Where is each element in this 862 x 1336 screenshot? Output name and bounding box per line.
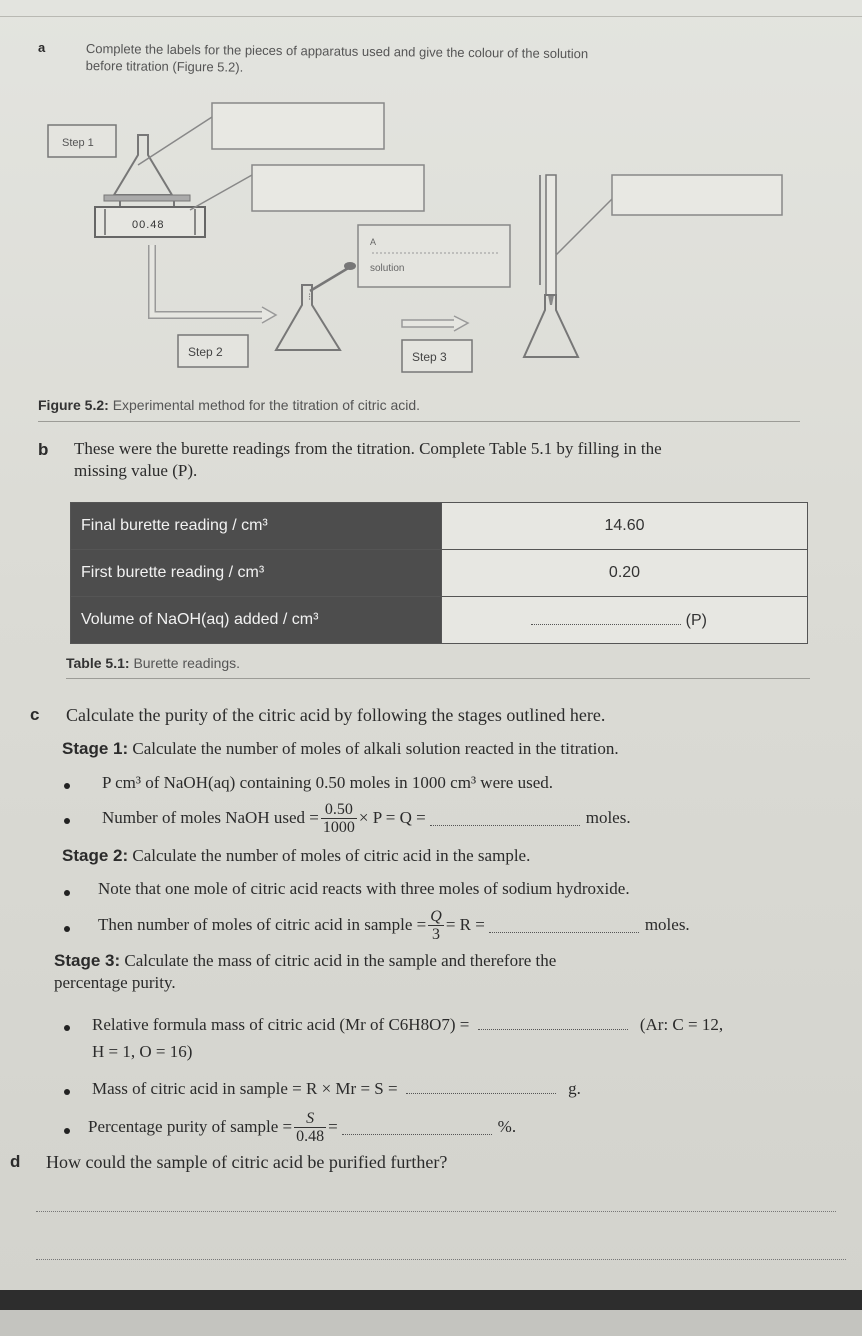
figure-caption-text: Experimental method for the titration of citric acid. [112, 397, 421, 413]
step3-label: Step 3 [412, 350, 447, 364]
bullet-icon [64, 1128, 70, 1134]
burette-icon [546, 175, 556, 295]
stage3-unit-percent: %. [497, 1117, 517, 1136]
bullet-icon [64, 1089, 70, 1095]
flask-step1-icon [114, 135, 172, 195]
answer-line-1[interactable] [36, 1210, 836, 1212]
question-b-line1: These were the burette readings from the titration. Complete Table 5.1 by filling in the [74, 439, 662, 458]
stage3-unit-g: g. [568, 1079, 581, 1098]
stage2-label: Stage 2: [62, 846, 129, 865]
balance-pan-icon [104, 195, 190, 201]
question-a-line2: before titration (Figure 5.2). [85, 57, 244, 75]
label-box-balance [252, 165, 424, 211]
stage3-label: Stage 3: [54, 951, 121, 970]
fraction-numerator: S [294, 1110, 326, 1128]
fraction-numerator: 0.50 [321, 801, 357, 819]
table-row-label: Volume of NaOH(aq) added / cm³ [71, 597, 442, 644]
question-b-letter: b [38, 440, 49, 459]
question-a-text [86, 40, 826, 82]
stage1-bullet2 [102, 798, 631, 838]
answer-purity-line[interactable] [342, 1120, 492, 1135]
table-row [71, 503, 808, 550]
label-box-burette [612, 175, 782, 215]
stage1-bullet2-post: × P = Q = [358, 808, 426, 827]
stage3-bullet2-text: Mass of citric acid in sample = R × Mr = S = [92, 1079, 398, 1098]
stage3-bullet1-text: Relative formula mass of citric acid (Mr of C6H8O7) = [92, 1015, 470, 1034]
stage1-heading [62, 738, 619, 760]
fraction-denominator: 0.48 [296, 1127, 325, 1145]
stage3-bullet3-post: = [328, 1117, 338, 1136]
question-b-text [74, 438, 814, 482]
label-box-flask [212, 103, 384, 149]
bullet-icon [64, 783, 70, 789]
step1-label: Step 1 [62, 137, 94, 149]
answer-mr-line[interactable] [478, 1015, 628, 1030]
question-d-text: How could the sample of citric acid be purified further? [46, 1152, 448, 1172]
answer-p-line[interactable] [531, 610, 681, 625]
p-marker: (P) [685, 612, 707, 629]
stage3-heading [54, 950, 556, 994]
answer-q-line[interactable] [430, 811, 580, 826]
question-a-line1: Complete the labels for the pieces of apparatus used and give the colour of the solution [85, 40, 589, 62]
figure-caption-label: Figure 5.2: [38, 397, 109, 413]
solution-word: solution [370, 263, 405, 274]
fraction-denominator: 1000 [322, 818, 355, 836]
table-separator [66, 678, 810, 679]
stage2-bullet2 [98, 905, 690, 945]
stage2-text: Calculate the number of moles of citric acid in the sample. [132, 846, 531, 865]
fraction-q-3 [428, 908, 444, 943]
table-caption-text: Burette readings. [133, 655, 241, 671]
table-caption-label: Table 5.1: [66, 655, 130, 671]
answer-s-line[interactable] [406, 1079, 556, 1094]
stage3-bullet1-line2: H = 1, O = 16) [92, 1042, 193, 1061]
stage2-bullet2-post: = R = [445, 915, 485, 934]
question-c-intro: Calculate the purity of the citric acid by following the stages outlined here. [66, 705, 606, 725]
table-row-value: 0.20 [442, 550, 808, 597]
solution-letter: A [370, 237, 377, 247]
dropper-icon [310, 267, 350, 291]
top-rule [0, 16, 862, 17]
stage3-bullet2 [92, 1078, 581, 1100]
stage1-bullet1: P cm³ of NaOH(aq) containing 0.50 moles in 1000 cm³ were used. [102, 773, 553, 792]
stage2-unit: moles. [644, 915, 690, 934]
question-a-letter: a [38, 40, 46, 55]
table-row [71, 550, 808, 597]
step1-to-step2-arrow [152, 245, 265, 315]
answer-r-line[interactable] [489, 918, 639, 933]
bullet-icon [64, 818, 70, 824]
page-edge-shadow [0, 1290, 862, 1310]
stage2-bullet1: Note that one mole of citric acid reacts with three moles of sodium hydroxide. [98, 879, 630, 898]
bullet-icon [64, 926, 70, 932]
step2-label: Step 2 [188, 345, 223, 359]
burette-table [70, 502, 808, 644]
stage3-bullet3-text: Percentage purity of sample = [88, 1117, 293, 1136]
question-d-letter: d [10, 1152, 21, 1171]
svg-text:⁝: ⁝ [308, 292, 312, 303]
bullet-icon [64, 1025, 70, 1031]
answer-line-2[interactable] [36, 1258, 846, 1260]
figure-caption [38, 397, 420, 413]
stage1-text: Calculate the number of moles of alkali solution reacted in the titration. [132, 739, 619, 758]
table-row [71, 597, 808, 644]
fraction-denominator: 3 [432, 925, 441, 943]
table-row-label: First burette reading / cm³ [71, 550, 442, 597]
stage1-label: Stage 1: [62, 739, 129, 758]
table-caption [66, 655, 240, 671]
table-row-value: 14.60 [442, 503, 808, 550]
fraction-numerator: Q [430, 907, 442, 925]
solution-label-box [358, 225, 510, 287]
question-b-line2: missing value (P). [74, 461, 198, 480]
step2-to-step3-arrow [402, 320, 457, 327]
figure-5-2 [40, 95, 820, 395]
stage1-unit: moles. [585, 808, 631, 827]
stage2-heading [62, 845, 530, 867]
stage3-text: Calculate the mass of citric acid in the sample and therefore the [124, 951, 557, 970]
stage3-bullet3 [88, 1107, 516, 1147]
stage2-bullet2-text: Then number of moles of citric acid in sample = [98, 915, 427, 934]
fraction-s-048 [294, 1110, 326, 1145]
stage3-bullet1-post: (Ar: C = 12, [639, 1015, 724, 1034]
fraction-050-1000 [321, 801, 357, 836]
question-c-letter: c [30, 705, 40, 724]
table-row-label: Final burette reading / cm³ [71, 503, 442, 550]
balance-reading: 00.48 [132, 219, 165, 231]
stage3-text2: percentage purity. [54, 973, 176, 992]
table-row-value-p [442, 597, 808, 644]
stage3-bullet1 [92, 1014, 723, 1036]
bullet-icon [64, 890, 70, 896]
figure-separator [38, 421, 800, 422]
surface-below-page [0, 1310, 862, 1336]
stage1-bullet2-text: Number of moles NaOH used = [102, 808, 319, 827]
